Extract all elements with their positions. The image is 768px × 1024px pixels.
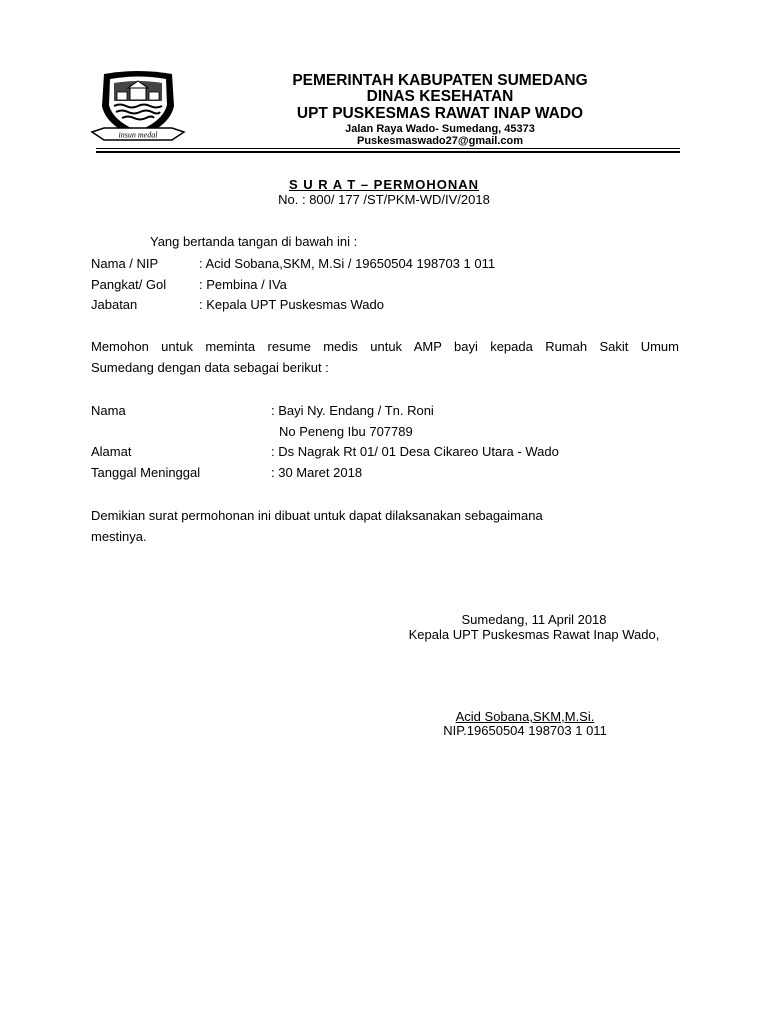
unit-name: UPT PUSKESMAS RAWAT INAP WADO (296, 105, 584, 122)
email: Puskesmaswado27@gmail.com (356, 135, 524, 147)
signer-field-label: Nama / NIP (91, 256, 159, 271)
signer-field-label: Pangkat/ Gol (91, 277, 167, 292)
place-date: Sumedang, 11 April 2018 (461, 612, 607, 627)
patient-field-value: : Ds Nagrak Rt 01/ 01 Desa Cikareo Utara - Wado (271, 444, 559, 459)
letter-title: S U R A T – PERMOHONAN (288, 177, 480, 192)
patient-field-value: : 30 Maret 2018 (271, 465, 363, 480)
sumedang-regency-logo (90, 68, 186, 150)
request-paragraph-line: Memohon untuk meminta resume medis untuk AMP bayi kepada Rumah Sakit Umum (91, 339, 679, 354)
patient-field-value: : Bayi Ny. Endang / Tn. Roni (271, 403, 434, 418)
letter-number: No. : 800/ 177 /ST/PKM-WD/IV/2018 (278, 192, 490, 207)
government-name: PEMERINTAH KABUPATEN SUMEDANG (292, 72, 588, 89)
patient-field-value: No Peneng Ibu 707789 (279, 424, 413, 439)
patient-field-label: Tanggal Meninggal (91, 465, 201, 480)
logo-motto: insun medal (118, 130, 158, 140)
signatory-name: Acid Sobana,SKM,M.Si. (455, 709, 595, 724)
header-divider-thin (96, 148, 680, 149)
signatory-nip: NIP.19650504 198703 1 011 (443, 723, 607, 738)
header-divider-thick (96, 151, 680, 153)
closing-paragraph-line: Demikian surat permohonan ini dibuat untuk dapat dilaksanakan sebagaimana (91, 508, 543, 523)
request-paragraph-line: Sumedang dengan data sebagai berikut : (91, 360, 329, 375)
signer-field-value: : Acid Sobana,SKM, M.Si / 19650504 198703 1 011 (199, 256, 496, 271)
signatory-title: Kepala UPT Puskesmas Rawat Inap Wado, (408, 627, 660, 642)
signer-field-value: : Pembina / IVa (199, 277, 287, 292)
intro-text: Yang bertanda tangan di bawah ini : (150, 234, 358, 249)
patient-field-label: Nama (91, 403, 126, 418)
patient-field-label: Alamat (91, 444, 132, 459)
signer-field-label: Jabatan (91, 297, 138, 312)
signer-field-value: : Kepala UPT Puskesmas Wado (199, 297, 384, 312)
department-name: DINAS KESEHATAN (366, 88, 514, 105)
closing-paragraph-line: mestinya. (91, 529, 147, 544)
address: Jalan Raya Wado- Sumedang, 45373 (345, 123, 535, 135)
